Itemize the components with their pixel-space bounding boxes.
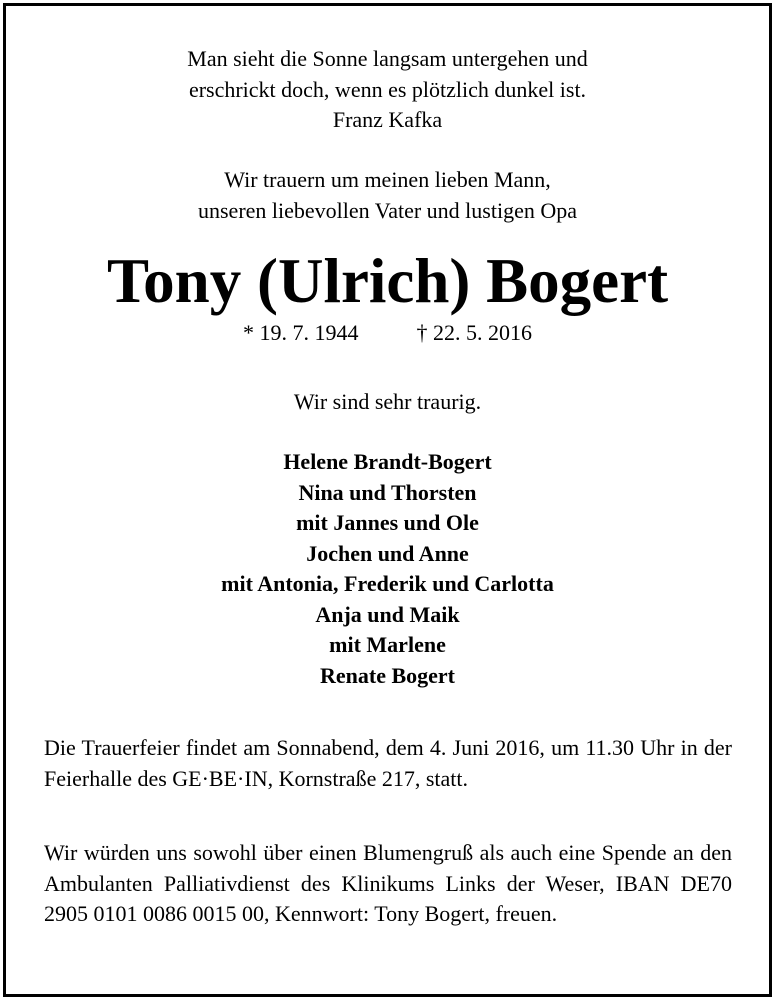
death-date: † 22. 5. 2016 — [416, 320, 532, 345]
intro-line: Wir trauern um meinen lieben Mann, — [224, 167, 551, 192]
life-dates — [0, 318, 775, 348]
intro-line: unseren liebevollen Vater und lustigen Opa — [198, 197, 577, 223]
family-list — [0, 447, 775, 691]
family-line: mit Antonia, Frederik und Carlotta — [221, 571, 554, 596]
family-line: Renate Bogert — [319, 662, 455, 688]
family-line: mit Jannes und Ole — [296, 510, 479, 535]
sorrow-message: Wir sind sehr traurig. — [293, 389, 482, 414]
quote-author: Franz Kafka — [332, 107, 443, 132]
family-line: Anja und Maik — [315, 601, 460, 627]
family-line: Nina und Thorsten — [298, 479, 477, 505]
family-line: Jochen und Anne — [306, 540, 469, 566]
quote-line: Man sieht die Sonne langsam untergehen und — [187, 46, 588, 71]
kafka-quote — [0, 44, 775, 136]
mourning-intro — [0, 165, 775, 226]
family-line: Helene Brandt-Bogert — [283, 449, 492, 474]
ceremony-paragraph: Die Trauerfeier findet am Sonnabend, dem 4. Juni 2016, um 11.30 Uhr in der Feierhalle des GE·BE·IN, Kornstraße 217, statt. — [44, 735, 732, 791]
deceased-name: Tony (Ulrich) Bogert — [106, 246, 669, 316]
quote-line: erschrickt doch, wenn es plötzlich dunkel ist. — [188, 76, 587, 102]
donation-paragraph: Wir würden uns sowohl über einen Blumengruß als auch eine Spende an den Ambulanten Palliativdienst des Klinikums Links der Weser, IBAN DE70 2905 0101 0086 0015 00, Kennwort: Tony Bogert, freuen. — [44, 840, 732, 926]
family-line: mit Marlene — [329, 632, 446, 657]
birth-date: * 19. 7. 1944 — [243, 320, 359, 345]
